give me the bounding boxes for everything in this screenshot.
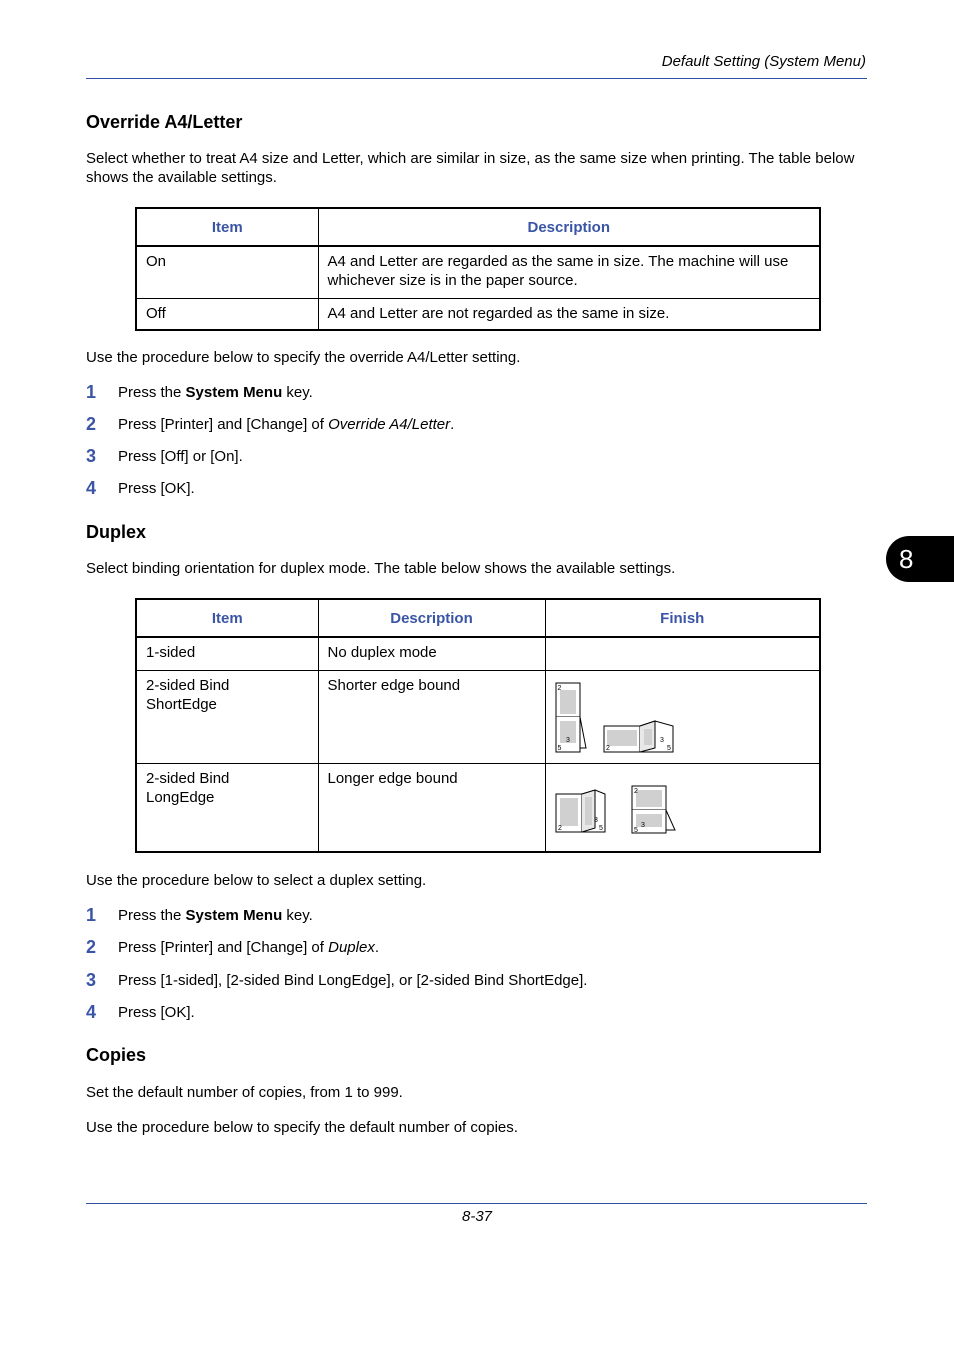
svg-text:2: 2 bbox=[557, 824, 562, 832]
column-header-item: Item bbox=[136, 208, 318, 246]
step-number: 4 bbox=[86, 478, 97, 498]
step-text: Press [Printer] and [Change] of Duplex. bbox=[118, 939, 379, 956]
step-text: Press [OK]. bbox=[118, 480, 195, 497]
copies-procedure-intro: Use the procedure below to specify the default number of copies. bbox=[86, 1119, 518, 1136]
table-cell-item: 1-sided bbox=[136, 637, 318, 670]
column-header-description: Description bbox=[318, 599, 545, 637]
step-text: Press [Printer] and [Change] of Override A4/Letter. bbox=[118, 416, 455, 433]
step-text: Press [Off] or [On]. bbox=[118, 448, 243, 465]
column-header-item: Item bbox=[136, 599, 318, 637]
long-edge-portrait-booklet-icon bbox=[555, 789, 607, 835]
table-cell-item: Off bbox=[136, 298, 318, 330]
short-edge-portrait-booklet-icon bbox=[555, 682, 587, 754]
step-text: Press the System Menu key. bbox=[118, 384, 313, 401]
table-row bbox=[136, 670, 820, 763]
section-title-duplex: Duplex bbox=[86, 522, 147, 542]
table-cell-finish bbox=[545, 670, 820, 763]
duplex-settings-table bbox=[135, 598, 821, 853]
copies-range-text: Set the default number of copies, from 1 to 999. bbox=[86, 1084, 403, 1101]
table-row bbox=[136, 298, 820, 330]
svg-text:5: 5 bbox=[598, 824, 603, 832]
table-cell-item: 2-sided Bind LongEdge bbox=[136, 763, 318, 852]
svg-text:5: 5 bbox=[557, 744, 561, 752]
column-header-description: Description bbox=[318, 208, 820, 246]
table-cell-description: No duplex mode bbox=[318, 637, 545, 670]
table-row bbox=[136, 637, 820, 670]
svg-text:3: 3 bbox=[565, 736, 570, 744]
step-number: 2 bbox=[86, 414, 97, 434]
override-intro: Select whether to treat A4 size and Letter, which are similar in size, as the same size when printing. The table below shows the available settings. bbox=[86, 150, 855, 186]
svg-text:3: 3 bbox=[593, 816, 598, 824]
step-text: Press [1-sided], [2-sided Bind LongEdge], or [2-sided Bind ShortEdge]. bbox=[118, 972, 588, 989]
svg-text:5: 5 bbox=[633, 826, 638, 834]
step-text: Press the System Menu key. bbox=[118, 907, 313, 924]
finish-illustrations-longedge bbox=[555, 785, 811, 835]
svg-text:5: 5 bbox=[666, 744, 671, 752]
step-text: Press [OK]. bbox=[118, 1004, 195, 1021]
table-row bbox=[136, 763, 820, 852]
step-number: 1 bbox=[86, 382, 97, 402]
override-settings-table bbox=[135, 207, 821, 331]
table-header-row bbox=[136, 208, 820, 246]
step-number: 2 bbox=[86, 937, 97, 957]
step-number: 3 bbox=[86, 446, 97, 466]
table-cell-description: A4 and Letter are regarded as the same in size. The machine will use whichever size is in the paper source. bbox=[318, 246, 820, 298]
table-cell-finish bbox=[545, 763, 820, 852]
long-edge-landscape-booklet-icon bbox=[631, 785, 677, 835]
section-title-copies: Copies bbox=[86, 1045, 147, 1065]
footer-rule bbox=[86, 1203, 867, 1204]
table-cell-finish bbox=[545, 637, 820, 670]
page-number: 8-37 bbox=[461, 1208, 493, 1225]
svg-text:2: 2 bbox=[633, 787, 638, 795]
override-procedure-intro: Use the procedure below to specify the override A4/Letter setting. bbox=[86, 349, 521, 366]
chapter-tab: 8 bbox=[886, 536, 954, 582]
table-cell-item: On bbox=[136, 246, 318, 298]
step-number: 4 bbox=[86, 1002, 97, 1022]
svg-text:2: 2 bbox=[605, 744, 610, 752]
table-cell-item: 2-sided Bind ShortEdge bbox=[136, 670, 318, 763]
table-header-row bbox=[136, 599, 820, 637]
step-number: 3 bbox=[86, 970, 97, 990]
short-edge-landscape-booklet-icon bbox=[603, 720, 677, 754]
column-header-finish: Finish bbox=[545, 599, 820, 637]
running-header: Default Setting (System Menu) bbox=[661, 53, 866, 70]
svg-text:3: 3 bbox=[659, 736, 664, 744]
table-cell-description: Shorter edge bound bbox=[318, 670, 545, 763]
duplex-intro: Select binding orientation for duplex mode. The table below shows the available settings. bbox=[86, 560, 676, 577]
finish-illustrations-shortedge bbox=[555, 682, 811, 754]
section-title-override: Override A4/Letter bbox=[86, 112, 243, 132]
header-rule bbox=[86, 78, 867, 79]
table-cell-description: Longer edge bound bbox=[318, 763, 545, 852]
table-cell-description: A4 and Letter are not regarded as the same in size. bbox=[318, 298, 820, 330]
duplex-procedure-intro: Use the procedure below to select a duplex setting. bbox=[86, 872, 427, 889]
step-number: 1 bbox=[86, 905, 97, 925]
svg-text:3: 3 bbox=[640, 821, 645, 829]
table-row bbox=[136, 246, 820, 298]
svg-text:2: 2 bbox=[557, 684, 561, 692]
